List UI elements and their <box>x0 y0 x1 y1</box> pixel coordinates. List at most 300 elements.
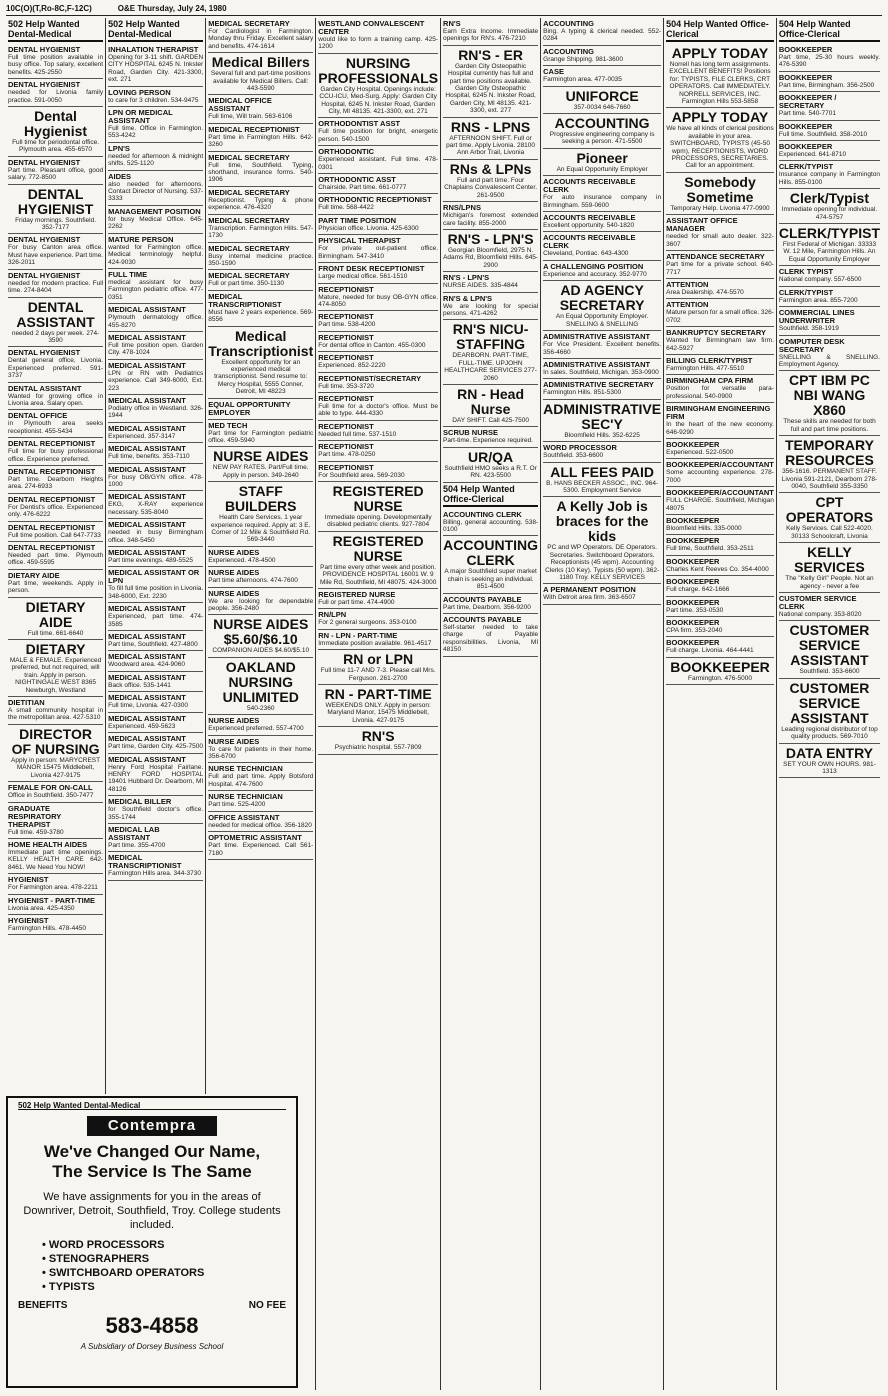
classified-ad <box>108 852 203 880</box>
classified-ad <box>8 438 103 466</box>
ad-body: First Federal of Michigan. 33333 W. 12 Mile, Farmington Hills. An Equal Opportunity Employer <box>782 241 877 263</box>
ad-title: FRONT DESK RECEPTIONIST <box>318 264 425 274</box>
ad-title: Medical Transcriptionist <box>208 327 314 359</box>
ad-body: Farmington Hills. 851-5300 <box>543 389 622 397</box>
classified-ad <box>318 609 438 629</box>
ad-body: Insurance company in Farmington Hills. 855-0100 <box>778 171 881 186</box>
ad-title: DIETARY AIDE <box>8 570 60 580</box>
ad-title: ORTHODONTIC RECEPTIONIST <box>318 195 432 205</box>
ad-body: Must have 2 years experience. 569-8556 <box>208 308 314 324</box>
ad-title: RNS - LPNS <box>450 118 531 135</box>
classified-ad <box>666 375 774 403</box>
ad-title: MEDICAL ASSISTANT <box>108 672 186 682</box>
classified-ad <box>543 176 661 212</box>
classified-ad <box>543 463 661 498</box>
ad-title: NURSE AIDES <box>208 736 260 746</box>
classified-ad <box>108 171 203 206</box>
classified-ad <box>108 796 203 824</box>
ad-title: COMPUTER DESK SECRETARY <box>778 336 845 354</box>
classified-ad <box>108 754 203 797</box>
classified-ad <box>443 46 538 118</box>
classified-ad <box>779 336 880 372</box>
ad-title: BOOKKEEPER <box>666 439 720 449</box>
ad-body: Full time. 568-4422 <box>318 204 374 212</box>
classified-ad <box>666 173 774 215</box>
ad-title: HYGIENIST - PART-TIME <box>8 895 95 905</box>
classified-ad <box>318 54 438 119</box>
ad-body: In sales. Southfield, Michigan. 353-0900 <box>543 368 659 376</box>
classified-ad <box>8 522 103 542</box>
ad-body: SNELLING & SNELLING. Employment Agency. <box>778 353 881 368</box>
ad-title: Dental Hygienist <box>24 108 88 140</box>
classified-ad <box>443 509 538 537</box>
issue-date: O&E Thursday, July 24, 1980 <box>117 4 227 13</box>
ad-body: Physician office. Livonia. 425-6300 <box>318 224 419 232</box>
classified-ad <box>108 547 203 567</box>
classified-ad <box>8 494 103 522</box>
classified-ad <box>443 293 538 321</box>
ad-body: Cleveland, Pontiac. 643-4300 <box>543 250 629 258</box>
ad-body: Experienced. 641-8710 <box>778 151 847 159</box>
ad-title: NURSE AIDES <box>208 588 260 598</box>
classified-ad <box>443 594 538 614</box>
classified-ad <box>666 327 774 355</box>
ad-body: Part time. Pleasant office, good salary. 772-8500 <box>8 166 104 182</box>
classified-ad <box>8 915 103 935</box>
contempra-item: • WORD PROCESSORS <box>42 1239 165 1251</box>
ad-title: ACCOUNTING <box>543 19 594 28</box>
ad-body: A small community hospital in the metropolitan area. 427-5310 <box>8 707 104 722</box>
ad-title: ADMINISTRATIVE SECRETARY <box>543 380 654 390</box>
ad-body: Dental general office, Livonia. Experienced preferred. 591-3737 <box>8 357 104 380</box>
contempra-strip: 502 Help Wanted Dental-Medical <box>18 1102 286 1110</box>
ad-body: 357-0034 646-7660 <box>573 103 631 111</box>
ad-body: Immediate position available. 961-4517 <box>318 639 432 647</box>
classified-ad <box>8 598 103 640</box>
classified-ad <box>443 320 538 385</box>
classified-ad <box>8 234 103 269</box>
ad-title: DIETARY AIDE <box>25 598 86 630</box>
classified-ad <box>318 727 438 754</box>
ad-title: MEDICAL OFFICE ASSISTANT <box>208 96 272 114</box>
ad-body: for busy Medical Office. 645-2262 <box>108 215 204 231</box>
ad-title: MATURE PERSON <box>108 234 174 244</box>
ad-title: CUSTOMER SERVICE ASSISTANT <box>789 622 870 669</box>
ad-body: Health Care Services. 1 year experience required. Apply at: 3 E. Corner of 12 Mile & Southfield Rd. 569-3440 <box>211 514 311 544</box>
ad-body: SET YOUR OWN HOURS. 981-1313 <box>783 760 876 775</box>
ad-title: ALL FEES PAID <box>550 463 654 480</box>
ad-title: RN'S <box>361 728 395 745</box>
ad-body: We are looking for special persons. 471-4262 <box>443 302 539 317</box>
ad-body: Full time for periodontal office. Plymouth area. 455-6570 <box>12 139 100 154</box>
classified-ad <box>208 736 313 764</box>
ad-body: Experienced. 478-4500 <box>208 556 276 564</box>
ad-body: Plymouth dermatology office. 455-8270 <box>108 314 204 329</box>
ad-title: DENTAL RECEPTIONIST <box>8 522 96 532</box>
ad-title: INHALATION THERAPIST <box>108 45 199 54</box>
ad-body: Full time for busy professional office. Experience preferred. <box>8 448 104 463</box>
classified-ad <box>208 715 313 735</box>
ad-title: MEDICAL ASSISTANT <box>108 734 186 744</box>
ad-title: ACCOUNTS PAYABLE <box>443 594 522 604</box>
classified-ad <box>666 515 774 535</box>
ad-title: BIRMINGHAM CPA FIRM <box>666 376 754 386</box>
classified-ad <box>543 66 661 86</box>
ad-title: COMMERCIAL LINES UNDERWRITER <box>778 308 855 326</box>
ad-body: For Vice President. Excellent benefits. 356-4660 <box>543 341 662 356</box>
classified-ad <box>208 270 313 290</box>
ad-body: Wanted for Birmingham law firm. 642-5927 <box>666 337 774 352</box>
ad-body: Farmington area. 477-0035 <box>543 76 622 84</box>
classified-ad <box>8 298 103 348</box>
ad-title: DENTAL HYGIENIST <box>8 157 81 167</box>
classified-ad <box>318 352 438 372</box>
ad-body: Full time. 661-6640 <box>27 629 84 637</box>
classified-ad <box>208 95 313 123</box>
ad-title: WORD PROCESSOR <box>543 443 617 453</box>
classified-ad <box>108 603 203 631</box>
ad-body: National company. 557-6500 <box>778 276 862 284</box>
ad-body: needed for small auto dealer. 322-3607 <box>666 233 774 248</box>
classified-ad <box>779 72 880 92</box>
ad-title: GRADUATE RESPIRATORY THERAPIST <box>8 803 62 829</box>
ad-body: Needed part time. Plymouth office. 459-5595 <box>8 552 104 567</box>
ad-title: BOOKKEEPER <box>666 516 720 525</box>
contempra-benefits: BENEFITS <box>18 1300 68 1311</box>
ad-title: DENTAL HYGIENIST <box>8 45 81 54</box>
ad-body: Full time, benefits. 353-7110 <box>108 453 190 461</box>
ad-title: MEDICAL TRANSCRIPTIONIST <box>108 853 182 871</box>
running-head <box>6 2 882 16</box>
ad-title: RECEPTIONIST <box>318 462 374 472</box>
ad-body: For 2 general surgeons. 353-0100 <box>318 619 417 627</box>
ad-body: to care for 3 children. 534-9475 <box>108 96 199 104</box>
ad-body: For Cardiologist in Farmington. Monday thru Friday. Excellent salary and benefits. 474-1614 <box>208 28 314 50</box>
ad-title: MEDICAL BILLER <box>108 797 172 807</box>
ad-body: needed in busy Birmingham office. 348-5450 <box>108 529 204 544</box>
classified-ad <box>779 224 880 266</box>
column-4 <box>316 18 441 1390</box>
ad-body: Full or part time. 350-1130 <box>208 280 284 288</box>
classified-ad <box>208 152 313 187</box>
ad-title: ACCOUNTS RECEIVABLE <box>543 213 636 223</box>
classified-ad <box>779 121 880 141</box>
ad-body: COMPANION AIDES $4.60/$5.10 <box>212 647 310 655</box>
classified-ad <box>8 697 103 725</box>
column-5 <box>441 18 541 1390</box>
ad-body: Chairside. Part time. 661-0777 <box>318 184 407 192</box>
ad-title: BOOKKEEPER / SECRETARY <box>778 93 837 111</box>
ad-body: Part time. 355-4700 <box>108 841 166 849</box>
ad-title: MANAGEMENT POSITION <box>108 206 201 216</box>
ad-title: RN - LPN - PART-TIME <box>318 630 398 640</box>
contempra-benefits-row <box>18 1300 286 1311</box>
classified-ad <box>208 588 313 616</box>
ad-body: WEEKENDS ONLY. Apply in person: Maryland Manor, 15475 Middlebelt, Livonia. 427-9175 <box>325 702 431 724</box>
classified-ad <box>543 400 661 442</box>
ad-body: Experienced. 357-3147 <box>108 432 176 440</box>
ad-body: Part time, Dearborn. 356-9200 <box>443 603 531 611</box>
ad-title: BOOKKEEPER <box>666 556 720 566</box>
classified-ad <box>108 423 203 443</box>
ad-body: needed for Livonia family practice. 591-0050 <box>8 89 104 104</box>
ad-body: For private out-patient office. Birmingham. 547-3410 <box>318 245 439 260</box>
classified-ad <box>8 803 103 839</box>
classified-ad <box>543 212 661 232</box>
classified-ad <box>543 379 661 399</box>
ad-title: MEDICAL ASSISTANT <box>108 332 186 342</box>
ad-title: HOME HEALTH AIDES <box>8 839 88 849</box>
ad-body: Full time, Southfield. 353-2511 <box>666 545 754 553</box>
classified-ad <box>543 442 661 462</box>
ad-title: NURSE AIDES <box>208 568 260 578</box>
ad-title: MEDICAL TRANSCRIPTIONIST <box>208 291 282 309</box>
ad-title: ATTENTION <box>666 300 709 310</box>
classified-ad <box>666 403 774 439</box>
ad-title: DENTAL HYGIENIST <box>8 235 81 245</box>
ad-body: Part time. Experienced. Call 561-7180 <box>208 842 314 857</box>
classified-ad <box>779 621 880 678</box>
ad-title: MEDICAL ASSISTANT OR LPN <box>108 568 200 586</box>
ad-body: for Southfield doctor's office. 355-1744 <box>108 806 204 821</box>
ad-body: Michigan's foremost extended care facility. 855-2000 <box>443 212 539 227</box>
ad-title: MEDICAL ASSISTANT <box>108 520 186 530</box>
classified-ad <box>318 284 438 312</box>
ad-body: Grange Shipping. 981-3600 <box>543 55 624 63</box>
contempra-item: • SWITCHBOARD OPERATORS <box>42 1267 205 1279</box>
ad-title: MEDICAL RECEPTIONIST <box>208 124 300 134</box>
ad-body: Part time for a private school. 640-7717 <box>666 261 774 276</box>
column-7 <box>664 18 777 1390</box>
classified-ad <box>779 371 880 436</box>
ad-title: ASSISTANT OFFICE MANAGER <box>666 216 738 234</box>
ad-title: BOOKKEEPER <box>778 45 833 54</box>
ad-title: ACCOUNTING CLERK <box>443 509 522 519</box>
ad-title: ADMINISTRATIVE SEC'Y <box>543 400 662 432</box>
classified-ad <box>318 215 438 235</box>
ad-title: MEDICAL ASSISTANT <box>108 548 186 558</box>
ad-title: RECEPTIONIST/SECRETARY <box>318 373 422 383</box>
ad-body: Part time afternoons. 474-7600 <box>208 577 298 585</box>
classified-ad <box>779 266 880 286</box>
ad-title: OPTOMETRIC ASSISTANT <box>208 833 302 843</box>
ad-body: For Southfield area. 569-2030 <box>318 471 405 479</box>
ad-body: Bloomfield Hills. 335-0000 <box>666 525 742 532</box>
classified-ad <box>208 547 313 567</box>
classified-ad <box>318 18 438 54</box>
contempra-no-fee: NO FEE <box>248 1300 286 1311</box>
classified-ad <box>8 570 103 598</box>
ad-title: BOOKKEEPER <box>778 142 833 152</box>
ad-title: MEDICAL SECRETARY <box>208 187 290 197</box>
ad-title: ATTENDANCE SECRETARY <box>666 252 765 262</box>
classified-ad <box>543 46 661 66</box>
ad-title: RECEPTIONIST <box>318 421 374 431</box>
ad-body: Full or part time. 474-4900 <box>318 599 395 606</box>
ad-title: DENTAL HYGIENIST <box>8 270 81 280</box>
ad-title: MEDICAL SECRETARY <box>208 19 290 28</box>
classified-ad <box>543 149 661 176</box>
classified-ad <box>8 895 103 915</box>
classified-ad <box>208 567 313 587</box>
classified-ad <box>779 436 880 493</box>
ad-title: RN'S NICU-STAFFING <box>452 321 529 353</box>
ad-body: Part time, Garden City. 425-7500 <box>108 743 204 751</box>
ad-body: Part time in Farmington Hills. 642-3260 <box>208 133 314 149</box>
ad-body: Part time. 538-4200 <box>318 321 376 329</box>
ad-body: Full time, Southfield. Typing, shorthand, insurance forms. 540-1906 <box>208 161 314 184</box>
section-heading: 504 Help Wanted Office-Clerical <box>666 18 774 42</box>
ad-title: RN'S & LPN'S <box>443 293 493 303</box>
ad-title: RN'S <box>443 19 461 28</box>
ad-title: LPN'S <box>108 143 130 153</box>
ad-title: RN or LPN <box>343 651 414 668</box>
classified-ad <box>318 174 438 194</box>
ad-body: Part time. 525-4200 <box>208 801 266 809</box>
classified-ad <box>543 87 661 114</box>
ad-title: BOOKKEEPER <box>666 536 720 546</box>
ad-title: KELLY SERVICES <box>794 544 865 576</box>
classified-ad <box>318 146 438 174</box>
ad-body: Full time 11-7 AND 7-3. Please call Mrs. Ferguson. 261-2700 <box>320 667 436 682</box>
ad-title: DATA ENTRY <box>785 744 873 761</box>
ad-body: Apply in person: MARYCREST MANOR 15475 Middlebelt, Livonia 427-9175 <box>11 756 101 779</box>
ad-body: An Equal Opportunity Employer <box>556 165 648 173</box>
ad-body: needed for medical office. 356-1820 <box>208 821 312 829</box>
ad-title: NURSE TECHNICIAN <box>208 764 283 774</box>
classified-ad <box>666 439 774 459</box>
ad-body: Transcription. Farmington Hills. 547-1730 <box>208 224 314 240</box>
classified-ad <box>543 359 661 379</box>
ad-body: Experienced preferred. 557-4700 <box>208 725 304 733</box>
ad-title: DENTAL HYGIENIST <box>8 348 81 358</box>
classified-ad <box>318 482 438 532</box>
ad-title: DENTAL HYGIENIST <box>17 185 94 217</box>
ad-body: Full time position. Call 647-7733 <box>8 531 101 539</box>
classified-ad <box>208 291 313 327</box>
ad-title: DIETARY <box>25 641 86 658</box>
ad-title: RECEPTIONIST <box>318 353 374 363</box>
ad-body: Southfield. 353-6600 <box>799 668 860 676</box>
ad-body: Immediate opening. Developmentally disabled pediatric clients. 927-7804 <box>324 513 432 529</box>
ad-body: Excellent opportunity for an experienced medical transcriptionist. Send resume to: Mercy Hospital, 5555 Conner, Detroit, MI 48223 <box>214 358 308 396</box>
classified-ad <box>779 161 880 189</box>
ad-title: MED TECH <box>208 420 248 430</box>
ad-body: Back office. 535-1441 <box>108 681 171 689</box>
ad-body: NURSE AIDES. 335-4844 <box>443 282 518 290</box>
ad-title: MEDICAL ASSISTANT <box>108 395 186 405</box>
ad-body: CPA firm. 353-2040 <box>666 627 723 635</box>
ad-body: DAY SHIFT. Call 425-7500 <box>452 416 529 424</box>
ad-title: CUSTOMER SERVICE ASSISTANT <box>789 679 870 726</box>
classified-ad <box>543 232 661 260</box>
classified-ad <box>666 658 774 685</box>
classified-ad <box>208 832 313 860</box>
classified-ad <box>208 53 313 95</box>
classified-ad <box>443 272 538 292</box>
classified-ad <box>8 782 103 802</box>
ad-body: Experienced. 459-5623 <box>108 722 176 730</box>
ad-body: With Detroit area firm. 363-6507 <box>543 594 636 602</box>
classified-ad <box>208 399 313 420</box>
ad-title: ACCOUNTS PAYABLE <box>443 615 522 625</box>
ad-body: Earn Extra Income. Immediate openings for RN's. 476-7210 <box>443 28 539 43</box>
ad-body: Experience and accuracy. 352-9770 <box>543 270 647 278</box>
ad-title: DENTAL RECEPTIONIST <box>8 543 96 552</box>
ad-title: BOOKKEEPER <box>670 658 770 675</box>
ad-body: Full time position available in busy office. Top salary, excellent benefits. 425-2550 <box>8 54 104 76</box>
ad-title: UR/QA <box>468 448 514 465</box>
classified-ad <box>208 658 313 715</box>
ad-body: Part time. 353-0530 <box>666 606 724 614</box>
ad-title: DIRECTOR OF NURSING <box>11 725 100 757</box>
classified-ad <box>443 18 538 46</box>
classified-ad <box>108 713 203 733</box>
classified-ad <box>108 567 203 603</box>
ad-body: A major Southfield super market chain is seeking an individual. 851-4500 <box>444 568 537 591</box>
classified-ad <box>8 79 103 107</box>
classified-ad <box>108 443 203 463</box>
ad-title: REGISTERED NURSE <box>318 590 396 599</box>
ad-title: STAFF BUILDERS <box>224 483 297 515</box>
ad-body: Part time every other week and position. PROVIDENCE HOSPITAL 16001 W. 9 Mile Rd, Southfield, MI 48075. 424-3000 <box>319 563 437 586</box>
ad-body: Some accounting experience. 278-7000 <box>666 469 774 484</box>
classified-ad <box>318 118 438 146</box>
classified-ad <box>318 263 438 283</box>
classified-ad <box>108 651 203 671</box>
ad-body: Wanted for growing office in Livonia area. Salary open. <box>8 392 104 407</box>
classified-ad <box>443 118 538 160</box>
ad-body: Part time for Farmington pediatric office. 459-5940 <box>208 429 314 444</box>
ad-title: BOOKKEEPER/ACCOUNTANT <box>666 460 774 470</box>
classified-ad <box>8 383 103 411</box>
ad-title: CPT OPERATORS <box>785 494 874 526</box>
ad-body: FULL CHARGE. Southfield, Michigan 48075 <box>666 497 774 512</box>
ad-body: DEARBORN. PART-TIME, FULL-TIME. UPJOHN HEALTHCARE SERVICES 277-2060 <box>444 352 537 382</box>
contempra-list <box>18 1238 286 1294</box>
classified-ad <box>666 535 774 555</box>
ad-title: RNS/LPNS <box>443 203 481 213</box>
classified-ad <box>443 448 538 483</box>
ad-title: TEMPORARY RESOURCES <box>784 437 874 469</box>
ad-body: 540-2360 <box>246 704 275 712</box>
ad-body: For Dentist's office. Experienced only. 476-6222 <box>8 503 104 519</box>
ad-title: ACCOUNTS RECEIVABLE CLERK <box>543 233 636 251</box>
ad-title: MEDICAL SECRETARY <box>208 243 290 253</box>
classified-ad <box>666 215 774 251</box>
ad-title: MEDICAL ASSISTANT <box>108 305 186 315</box>
classified-ad <box>208 124 313 152</box>
ad-body: needed for modern practice. Full time. 274-8404 <box>8 279 104 295</box>
classified-ad <box>443 614 538 657</box>
ad-body: Part-time. Experience required. <box>443 437 533 445</box>
classified-ad <box>318 373 438 393</box>
ad-body: Full time. 459-3780 <box>8 828 64 836</box>
ad-body: Southfield. 358-1919 <box>778 325 839 333</box>
ad-title: ORTHODONTIC <box>318 147 375 157</box>
ad-title: RN/LPN <box>318 610 347 620</box>
ad-body: In the heart of the new economy. 646-9290 <box>666 421 774 436</box>
ad-body: wanted for Farmington office. Medical terminology helpful. 424-9030 <box>108 243 204 266</box>
ad-title: MEDICAL ASSISTANT <box>108 632 186 642</box>
ad-body: Receptionist. Typing & phone experience. 476-4320 <box>208 196 314 212</box>
classified-ad <box>108 824 203 852</box>
ad-title: RN'S - LPN'S <box>447 230 534 247</box>
classified-ad <box>8 270 103 298</box>
classified-ad <box>108 519 203 547</box>
ad-body: National company. 353-8020 <box>778 610 862 618</box>
classified-ad <box>666 279 774 299</box>
